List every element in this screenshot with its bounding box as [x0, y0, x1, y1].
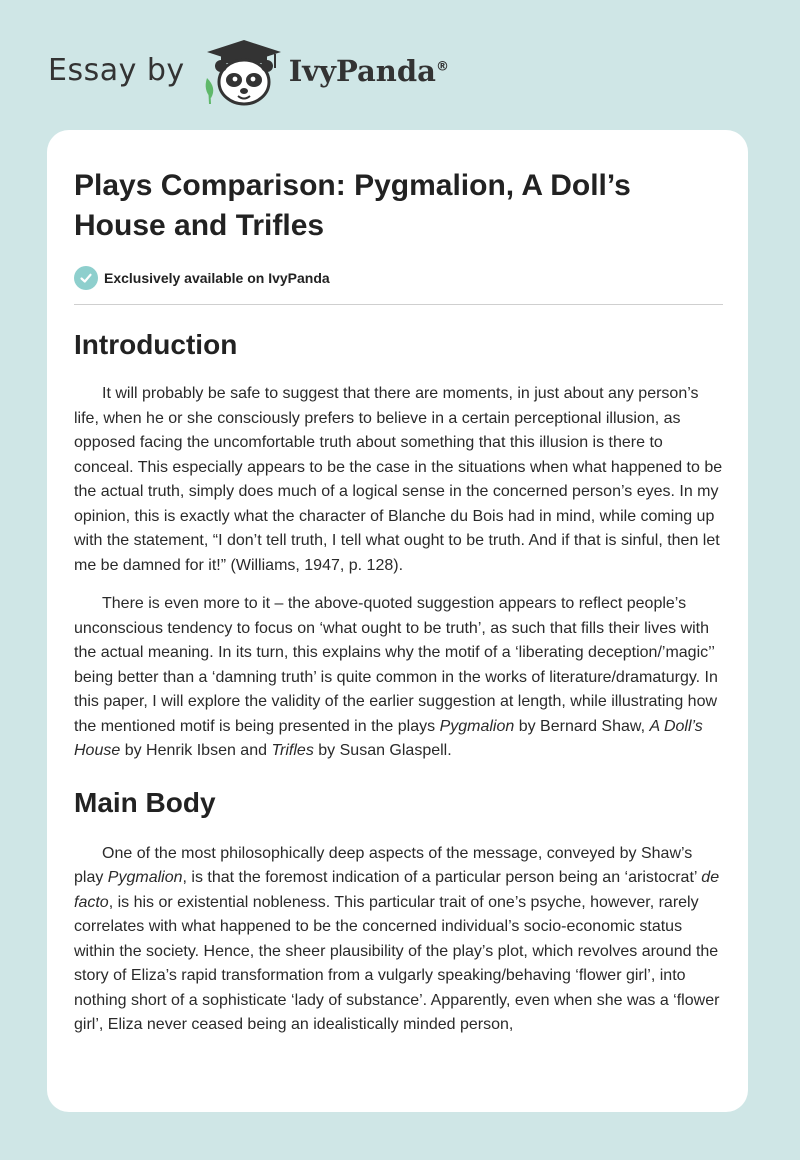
article-card — [47, 130, 748, 1112]
exclusive-label: Exclusively available on IvyPanda — [104, 270, 330, 286]
heading-main-body: Main Body — [74, 786, 216, 818]
exclusive-badge — [74, 266, 723, 290]
brand-name: IvyPanda® — [288, 54, 449, 88]
panda-logo-icon[interactable] — [201, 38, 287, 108]
divider — [74, 304, 723, 305]
intro-paragraph-2: There is even more to it – the above-quoted suggestion appears to reflect people’s unconscious tendency to focus on ‘what ought to be truth’, as such that fills their lives with the actual meaning. In its turn, this explains why the motif of a ‘liberating deception/’magic’’ being better than a ‘damning truth’ is quite common in the works of literature/dramaturgy. In this paper, I will explore the validity of the earlier suggestion at length, while illustrating how the mentioned motif is being presented in the plays Pygmalion by Bernard Shaw, A Doll’s House by Henrik Ibsen and Trifles by Susan Glaspell. — [74, 595, 718, 759]
article-title: Plays Comparison: Pygmalion, A Doll’s House and Trifles — [74, 169, 631, 242]
heading-introduction: Introduction — [74, 329, 238, 360]
main-body-paragraph-1: One of the most philosophically deep aspects of the message, conveyed by Shaw’s play Pygmalion, is that the foremost indication of a particular person being an ‘aristocrat’ de facto, is his or existential nobleness. This particular trait of one’s psyche, however, rarely correlates with what happened to be the concerned individual’s socio-economic status within the society. Hence, the sheer plausibility of the play’s plot, which revolves around the story of Eliza’s rapid transformation from a vulgarly speaking/behaving ‘flower girl’, into nothing short of a sophisticate ‘lady of substance’. Apparently, even when she was a ‘flower girl’, Eliza never ceased being an idealistically minded person, — [74, 844, 720, 1033]
essay-by-label: Essay by — [48, 52, 185, 88]
intro-paragraph-1: It will probably be safe to suggest that there are moments, in just about any person’s life, when he or she consciously prefers to believe in a certain perceptional illusion, as opposed facing the uncomfortable truth about something that this illusion is there to conceal. This especially appears to be the case in the situations when what happened to be the actual truth, simply does much of a logical sense in the concerned person’s eyes. In my opinion, this is exactly what the character of Blanche du Bois had in mind, while coming up with the statement, “I don’t tell truth, I tell what ought to be truth. And if that is sinful, then let me be damned for it!” (Williams, 1947, p. 128). — [74, 385, 723, 574]
site-header — [48, 38, 449, 108]
check-icon — [74, 266, 98, 290]
